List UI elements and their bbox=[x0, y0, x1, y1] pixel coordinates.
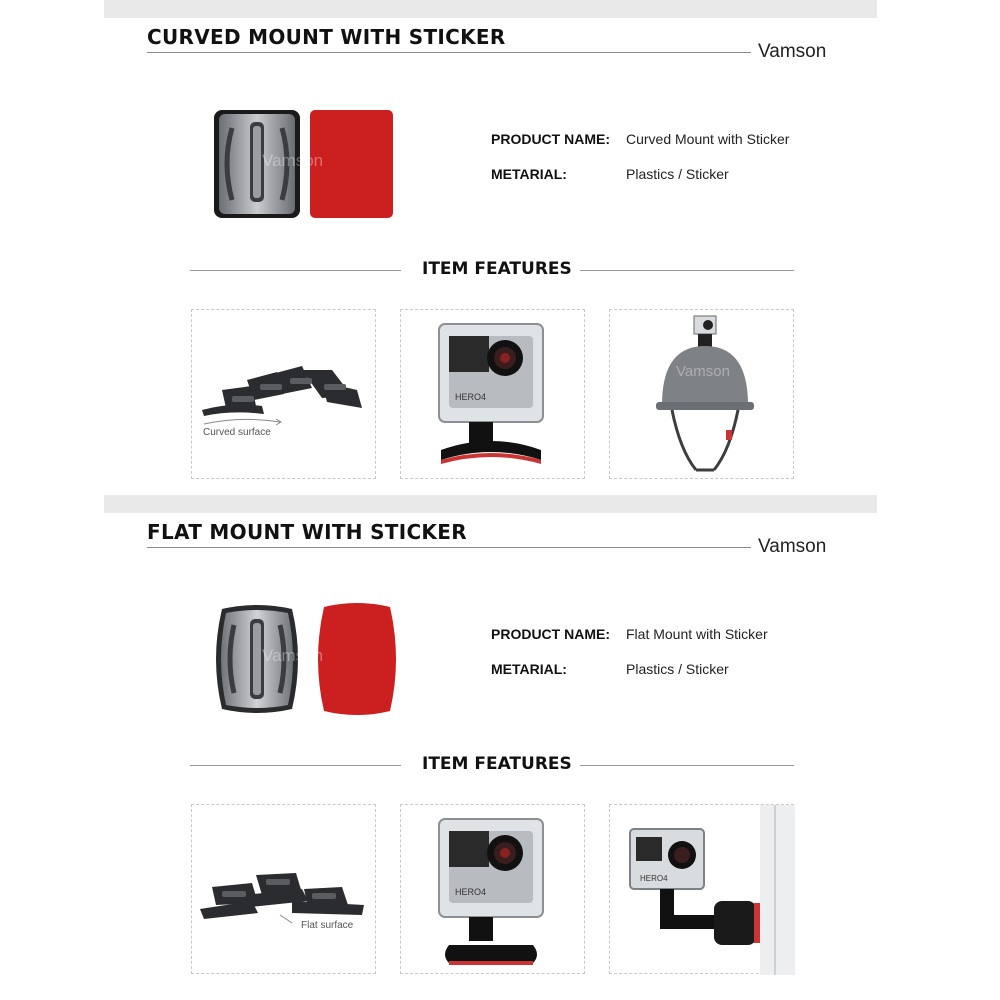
curved-surface-caption: Curved surface bbox=[203, 427, 271, 438]
section-title: FLAT MOUNT WITH STICKER bbox=[147, 520, 467, 544]
flat-mount-product-image bbox=[212, 603, 397, 715]
features-title: ITEM FEATURES bbox=[422, 754, 572, 774]
flat-mount-section bbox=[0, 495, 1000, 990]
feature-image-camera-flat bbox=[400, 804, 585, 974]
material-value: Plastics / Sticker bbox=[626, 661, 729, 677]
feature-image-curved-mounts bbox=[191, 309, 376, 479]
material-value: Plastics / Sticker bbox=[626, 166, 729, 182]
feature-image-flat-mounts bbox=[191, 804, 376, 974]
feature-image-helmet bbox=[609, 309, 794, 479]
material-label: METARIAL: bbox=[491, 166, 567, 182]
watermark: Vamson bbox=[262, 151, 324, 170]
flat-surface-caption: Flat surface bbox=[301, 920, 354, 931]
watermark: Vamson bbox=[676, 363, 730, 380]
brand-name: Vamson bbox=[758, 41, 827, 62]
hero4-label: HERO4 bbox=[455, 887, 487, 897]
features-line-left bbox=[190, 270, 401, 271]
features-line-left bbox=[190, 765, 401, 766]
product-name-value: Flat Mount with Sticker bbox=[626, 626, 768, 642]
features-line-right bbox=[580, 270, 794, 271]
material-label: METARIAL: bbox=[491, 661, 567, 677]
section-title: CURVED MOUNT WITH STICKER bbox=[147, 25, 506, 49]
product-name-label: PRODUCT NAME: bbox=[491, 626, 610, 642]
watermark: Vamson bbox=[262, 646, 324, 665]
hero4-label: HERO4 bbox=[640, 874, 668, 883]
brand-name: Vamson bbox=[758, 536, 827, 557]
features-line-right bbox=[580, 765, 794, 766]
product-name-value: Curved Mount with Sticker bbox=[626, 131, 790, 147]
curved-mount-section bbox=[0, 0, 1000, 495]
feature-image-camera-curved bbox=[400, 309, 585, 479]
feature-image-camera-wall bbox=[609, 804, 794, 974]
curved-mount-product-image bbox=[212, 108, 397, 220]
features-title: ITEM FEATURES bbox=[422, 259, 572, 279]
hero4-label: HERO4 bbox=[455, 392, 487, 402]
title-underline bbox=[147, 52, 751, 53]
product-name-label: PRODUCT NAME: bbox=[491, 131, 610, 147]
title-underline bbox=[147, 547, 751, 548]
